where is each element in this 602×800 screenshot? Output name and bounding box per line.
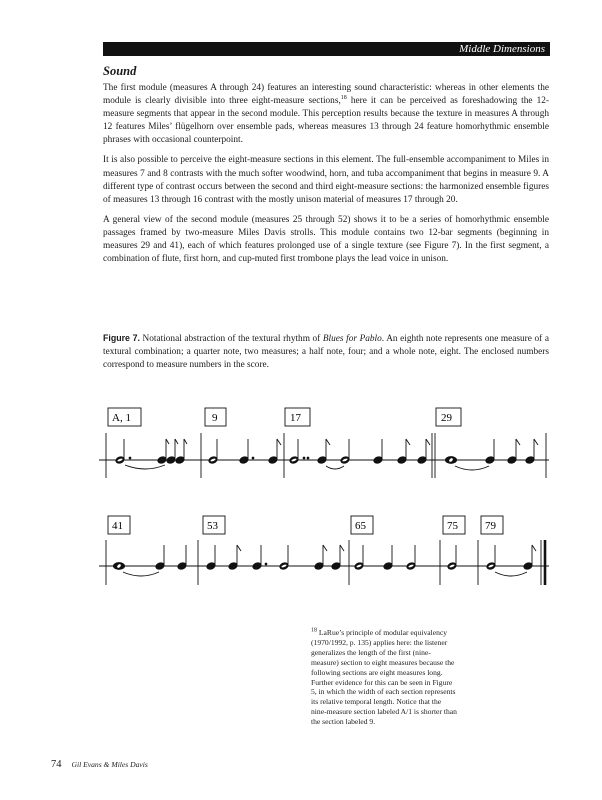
footnote-number: 18 — [311, 627, 317, 634]
footnote-text: LaRue’s principle of modular equivalency (1970/1992, p. 135) applies here: the listener generalizes the length of the first (nine-measure) section to eight measures because the following sections are eight measures long. Further evidence for this can be seen in Figure 5, in which the width of each section represents its relative temporal length. Notice that the nine-measure section labeled A/1 is shorter than the section labeled 9. — [311, 628, 457, 727]
rehearsal-label: 17 — [290, 412, 301, 424]
system-1-notes — [115, 439, 538, 470]
page-number: 74 — [51, 759, 62, 770]
piece-title: Blues for Pablo — [322, 334, 382, 344]
paragraph-1: The first module (measures A through 24) features an interesting sound characteristic: whereas in other elements the module is clearly divisible into three eight-measure sections,$^{18}$ here it can be perceived as foreshadowing the 12-measure segments that appear in the second module. This perception results because the texture in measures A through 12 features Miles’ flügelhorn over ensemble pads, whereas measures 13 through 24 feature homorhythmic ensemble phrases with occasional counterpoint. — [103, 83, 549, 146]
system-2-notes — [113, 545, 536, 576]
rehearsal-label: 53 — [207, 520, 218, 532]
figure-label: Figure 7. — [103, 333, 140, 343]
system-1-labels — [108, 408, 461, 426]
running-header-title: Middle Dimensions — [459, 43, 545, 55]
rehearsal-label: A, 1 — [112, 412, 131, 424]
rehearsal-label: 9 — [212, 412, 218, 424]
rehearsal-label: 41 — [112, 520, 123, 532]
rehearsal-label: 65 — [355, 520, 366, 532]
running-footer-title: Gil Evans & Miles Davis — [71, 760, 148, 769]
page-footer — [51, 754, 148, 772]
section-heading: Sound — [103, 64, 137, 78]
rehearsal-label: 29 — [441, 412, 452, 424]
figure-caption: Figure 7. Notational abstraction of the textural rhythm of Blues for Pablo. An eighth note represents one measure of a textural combination; a quarter note, two measures; a half note, four; and a whole note, eight. The enclosed numbers correspond to measure numbers in the score. — [103, 333, 549, 371]
paragraph-3: A general view of the second module (measures 25 through 52) shows it to be a series of homorhythmic ensemble passages framed by two-measure Miles Davis strolls. This module contains two 12-bar segments (beginning in measures 29 and 41), each of which features prolonged use of a single texture (see Figure 7). In the first segment, a combination of flute, first horn, and cup-muted first trombone plays the lead voice in unison. — [103, 214, 549, 265]
system-2-labels — [108, 516, 503, 534]
footnote-18 — [311, 628, 457, 727]
rehearsal-label: 75 — [447, 520, 458, 532]
rehearsal-label: 79 — [485, 520, 496, 532]
footnote-ref[interactable]: 18 — [340, 95, 347, 101]
paragraph-2: It is also possible to perceive the eight-measure sections in this element. The full-ensemble accompaniment to Miles in measures 7 and 8 contrasts with the much softer woodwind, horn, and tuba accompaniment that begins in measure 9. A different type of contrast occurs between the second and third eight-measure sections: the harmonized ensemble figures of measures 13 through 16 contrast with the mostly unison material of measures 17 through 20. — [103, 155, 549, 205]
